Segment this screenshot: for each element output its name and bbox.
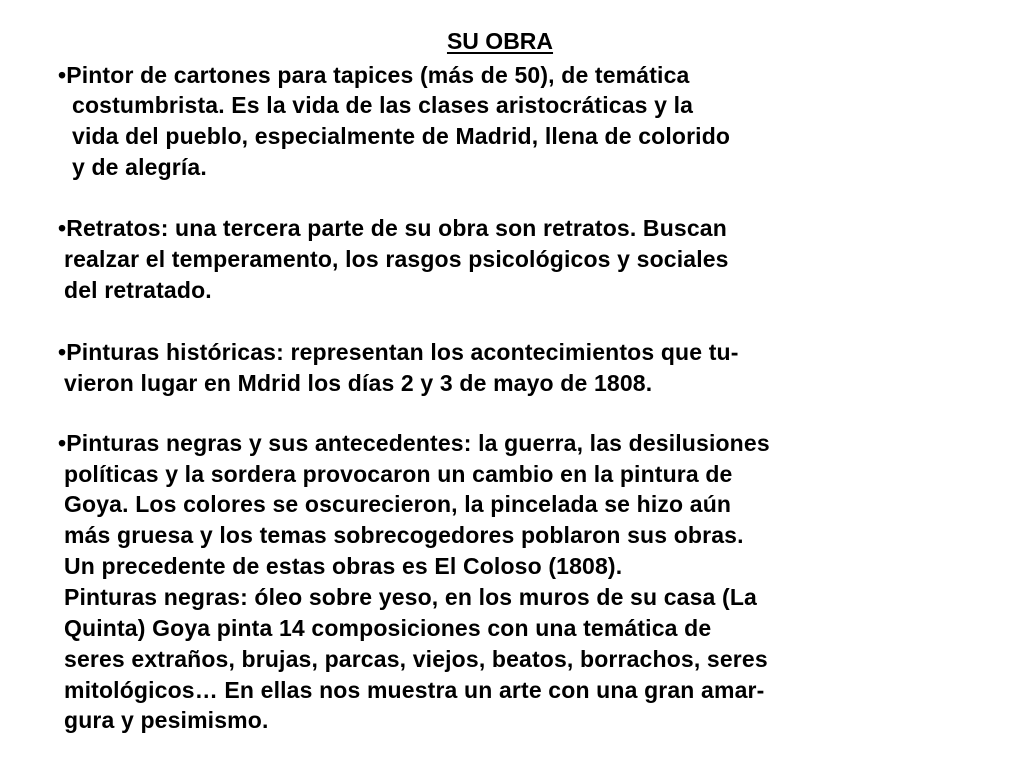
section-2-line-3: del retratado.: [64, 277, 212, 303]
section-3-line-2: vieron lugar en Mdrid los días 2 y 3 de mayo de 1808.: [64, 370, 653, 396]
section-4-line-8: seres extraños, brujas, parcas, viejos, beatos, borrachos, seres: [64, 646, 768, 672]
section-1-line-4: y de alegría.: [72, 154, 207, 180]
section-2-line-1: •Retratos: una tercera parte de su obra son retratos. Buscan: [58, 215, 727, 241]
section-4-line-7: Quinta) Goya pinta 14 composiciones con una temática de: [64, 615, 712, 641]
section-3-line-1: •Pinturas históricas: representan los acontecimientos que tu-: [58, 339, 739, 365]
section-4-line-2: políticas y la sordera provocaron un cambio en la pintura de: [64, 461, 733, 487]
section-4-line-5: Un precedente de estas obras es El Coloso (1808).: [64, 553, 623, 579]
section-4-line-4: más gruesa y los temas sobrecogedores poblaron sus obras.: [64, 522, 744, 548]
section-4-line-9: mitológicos… En ellas nos muestra un arte con una gran amar-: [64, 677, 765, 703]
section-2-line-2: realzar el temperamento, los rasgos psicológicos y sociales: [64, 246, 729, 272]
section-4-line-3: Goya. Los colores se oscurecieron, la pincelada se hizo aún: [64, 491, 732, 517]
section-1-line-3: vida del pueblo, especialmente de Madrid, llena de colorido: [72, 123, 731, 149]
section-4-line-1: •Pinturas negras y sus antecedentes: la guerra, las desilusiones: [58, 430, 770, 456]
section-4-line-6: Pinturas negras: óleo sobre yeso, en los muros de su casa (La: [64, 584, 757, 610]
section-1-line-2: costumbrista. Es la vida de las clases aristocráticas y la: [72, 92, 694, 118]
section-1-line-1: •Pintor de cartones para tapices (más de 50), de temática: [58, 62, 690, 88]
section-4-line-10: gura y pesimismo.: [64, 707, 269, 733]
slide-title: SU OBRA: [446, 28, 554, 54]
